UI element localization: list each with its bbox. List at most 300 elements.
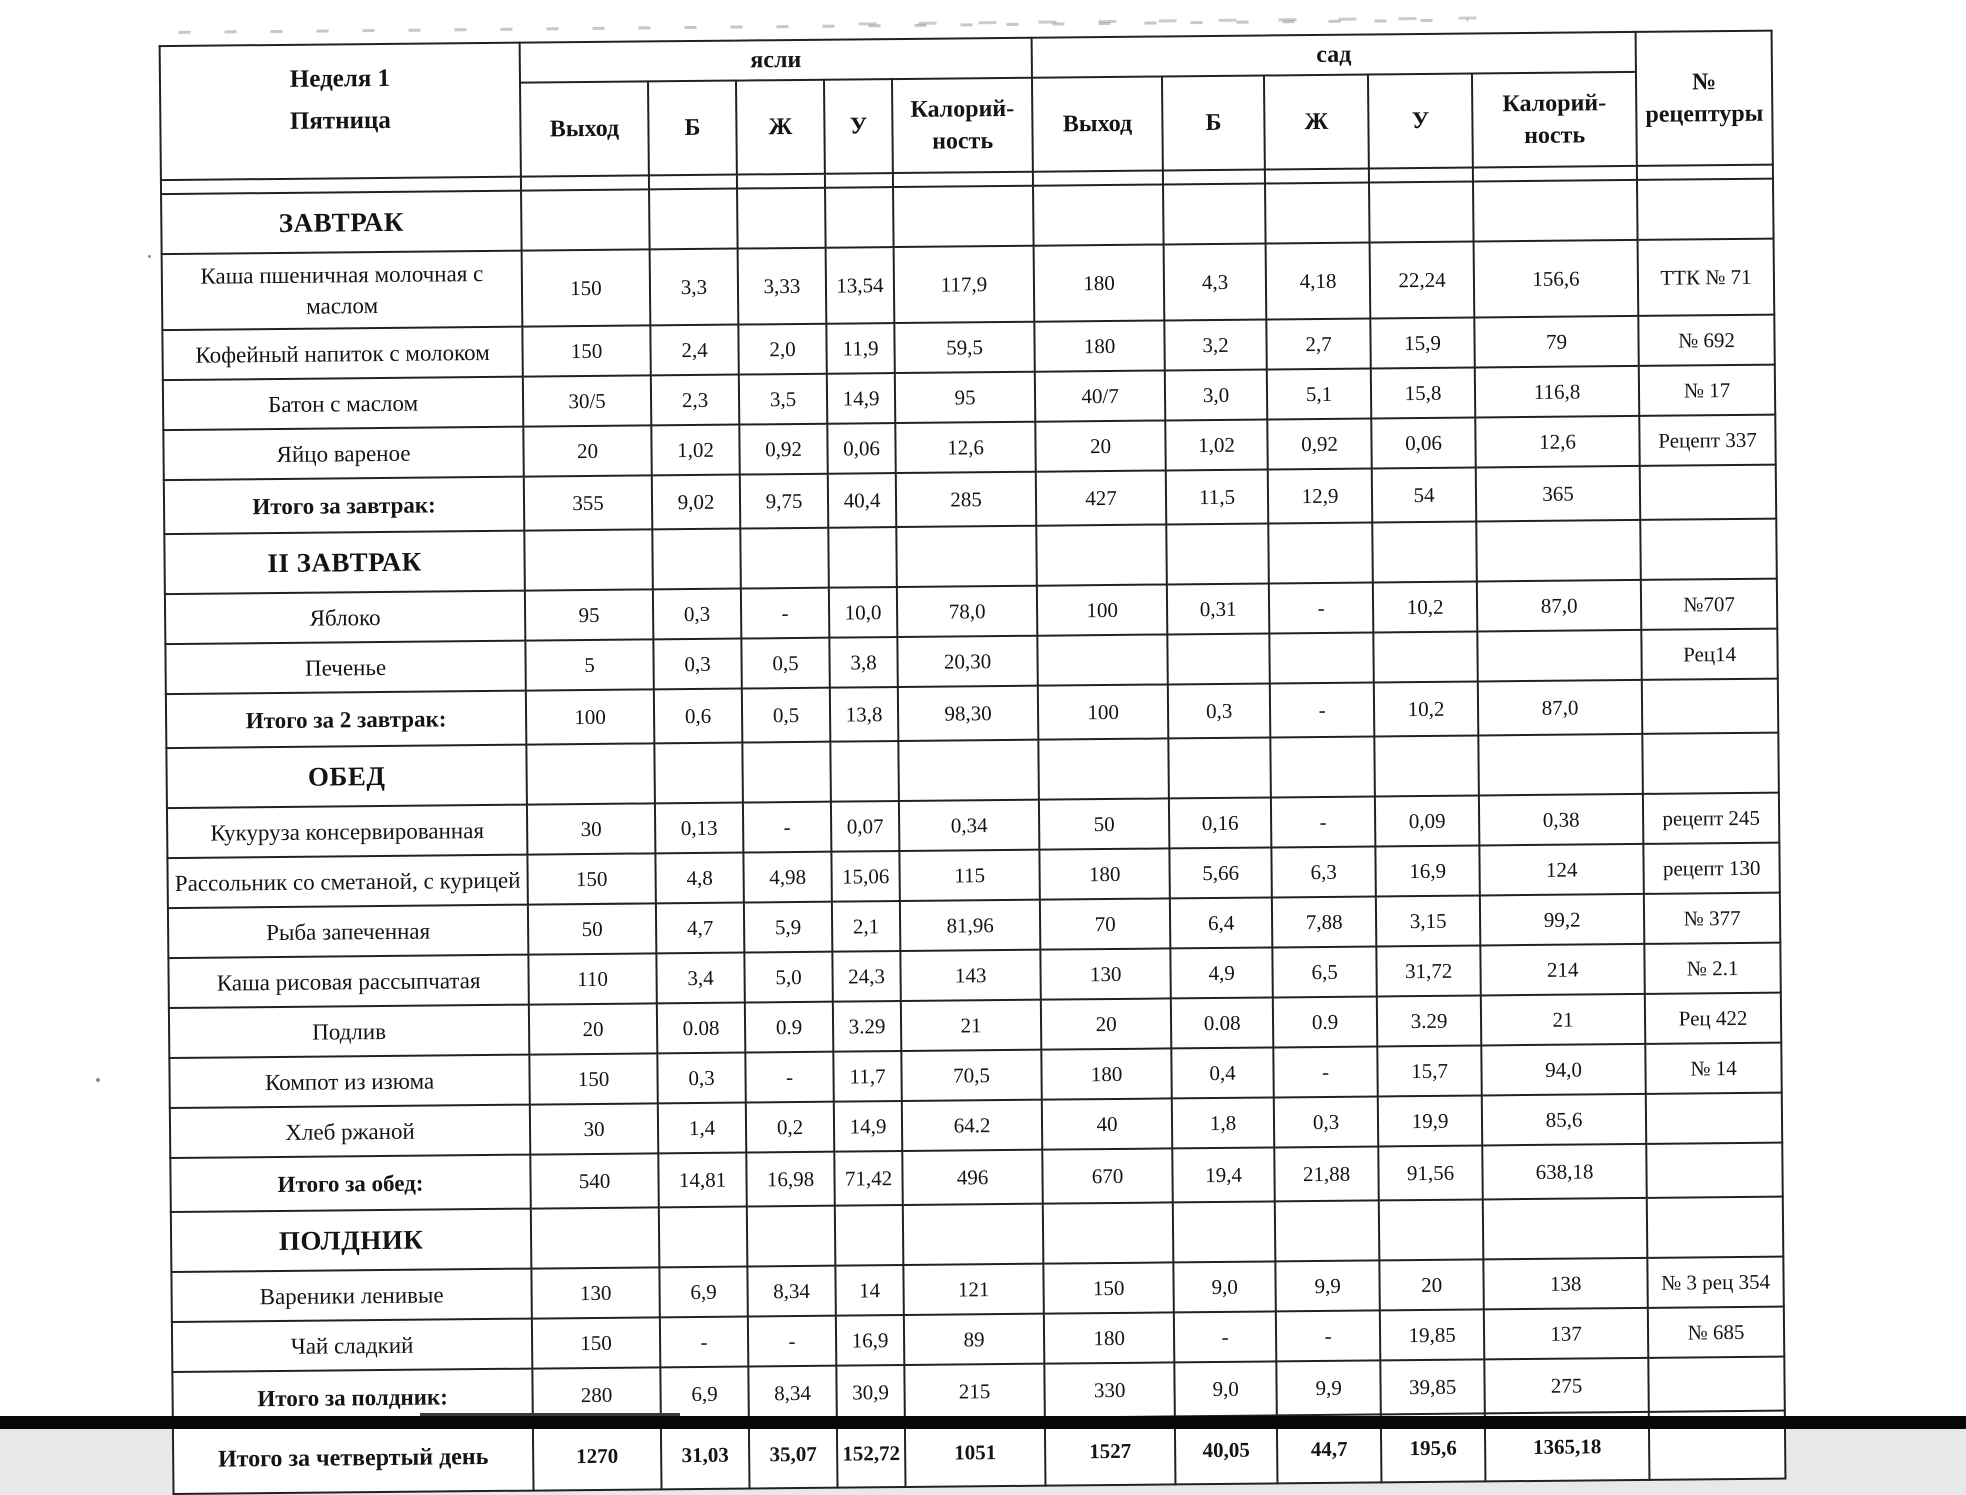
scan-tilt-wrapper xyxy=(159,30,1787,1495)
sad-value-cell: 124 xyxy=(1479,844,1643,896)
empty-cell xyxy=(742,742,831,803)
scan-speck xyxy=(148,255,151,258)
sad-value-cell: 12,6 xyxy=(1475,416,1639,468)
empty-cell xyxy=(747,1206,836,1267)
empty-cell xyxy=(1483,1198,1648,1260)
sad-value-cell: 5,1 xyxy=(1267,369,1371,420)
dish-name-cell: Вареники ленивые xyxy=(171,1269,531,1322)
sad-value-cell: 3,0 xyxy=(1165,370,1267,421)
yasli-value-cell: 8,34 xyxy=(747,1266,835,1317)
sad-value-cell: - xyxy=(1270,683,1375,738)
yasli-value-cell: 1,02 xyxy=(651,425,739,476)
empty-cell xyxy=(531,1207,660,1268)
sad-value-cell: 0,3 xyxy=(1274,1097,1378,1148)
yasli-value-cell: 0,5 xyxy=(742,688,831,743)
empty-cell xyxy=(1369,167,1473,182)
sad-value-cell xyxy=(1037,635,1167,686)
yasli-value-cell: - xyxy=(741,588,829,639)
yasli-value-cell: 11,7 xyxy=(833,1051,901,1102)
sad-value-cell: 21 xyxy=(1481,994,1645,1046)
sad-value-cell: 4,9 xyxy=(1170,948,1272,999)
sad-value-cell: 10,2 xyxy=(1374,682,1479,737)
sad-value-cell: 275 xyxy=(1484,1358,1649,1414)
yasli-value-cell: 150 xyxy=(532,1317,660,1368)
yasli-value-cell: 16,9 xyxy=(836,1315,904,1366)
empty-cell xyxy=(737,174,825,189)
yasli-value-cell: 15,06 xyxy=(831,851,899,902)
yasli-value-cell: 496 xyxy=(902,1150,1043,1205)
sad-value-cell: 180 xyxy=(1034,321,1164,372)
yasli-value-cell: 81,96 xyxy=(900,900,1041,951)
sad-value-cell: 100 xyxy=(1038,685,1169,740)
yasli-value-cell: 0,13 xyxy=(655,803,743,854)
yasli-value-cell: 150 xyxy=(522,325,650,376)
empty-cell xyxy=(1038,739,1169,800)
sad-value-cell: 9,0 xyxy=(1173,1262,1275,1313)
yasli-value-cell: 5,9 xyxy=(744,902,832,953)
empty-cell xyxy=(1637,165,1773,180)
recipe-cell: Рец14 xyxy=(1641,629,1777,680)
recipe-cell: № 377 xyxy=(1644,893,1780,944)
yasli-value-cell: 95 xyxy=(525,589,653,640)
sad-value-cell: 5,66 xyxy=(1169,848,1271,899)
yasli-value-cell: 11,9 xyxy=(826,323,894,374)
yasli-value-cell: 0,3 xyxy=(653,589,741,640)
sad-value-cell: - xyxy=(1273,1047,1377,1098)
empty-cell xyxy=(1647,1197,1784,1258)
sad-value-cell: 94,0 xyxy=(1481,1044,1645,1096)
sad-value-cell: 0,16 xyxy=(1169,798,1271,849)
sad-value-cell: 6,3 xyxy=(1271,847,1375,898)
col-header-kcal: Калорий- ность xyxy=(892,78,1033,173)
empty-cell xyxy=(825,187,894,248)
empty-cell xyxy=(1372,522,1477,583)
week-label: Неделя 1 xyxy=(289,64,391,93)
yasli-value-cell: 0,92 xyxy=(739,424,827,475)
col-header-u: У xyxy=(1368,73,1473,168)
sad-value-cell: 0,06 xyxy=(1371,418,1475,469)
sad-value-cell: 70 xyxy=(1040,899,1170,950)
section-label-cell: ПОЛДНИК xyxy=(171,1209,532,1272)
sad-value-cell xyxy=(1373,632,1477,683)
dish-name-cell: Компот из изюма xyxy=(169,1055,529,1108)
yasli-value-cell: 40,4 xyxy=(828,473,897,528)
yasli-value-cell: 0.08 xyxy=(657,1003,745,1054)
sad-value-cell: 50 xyxy=(1039,799,1169,850)
sad-value-cell: 9,9 xyxy=(1275,1261,1379,1312)
sad-value-cell: 9,0 xyxy=(1174,1362,1277,1417)
empty-cell xyxy=(659,1207,748,1268)
sad-value-cell: 1,02 xyxy=(1165,420,1267,471)
yasli-value-cell: 0,34 xyxy=(899,800,1040,851)
yasli-value-cell: 4,8 xyxy=(655,853,743,904)
yasli-value-cell: 152,72 xyxy=(837,1419,906,1488)
sad-value-cell: 330 xyxy=(1044,1363,1175,1418)
yasli-value-cell: 1051 xyxy=(905,1418,1046,1487)
yasli-value-cell: 70,5 xyxy=(901,1050,1042,1101)
day-label: Пятница xyxy=(289,106,391,135)
yasli-value-cell: 3.29 xyxy=(833,1001,901,1052)
recipe-cell: № 17 xyxy=(1639,365,1775,416)
sad-value-cell: 130 xyxy=(1040,949,1170,1000)
col-header-b: Б xyxy=(648,81,737,176)
section-label-cell: ЗАВТРАК xyxy=(161,191,522,254)
empty-cell xyxy=(1379,1200,1484,1261)
section-label-cell: ОБЕД xyxy=(166,745,527,808)
yasli-value-cell: 3,8 xyxy=(829,637,897,688)
sad-value-cell: 180 xyxy=(1034,244,1165,321)
col-header-zh: Ж xyxy=(736,80,825,175)
dish-name-cell: Кукуруза консервированная xyxy=(167,805,527,858)
sad-value-cell: 0,4 xyxy=(1171,1048,1273,1099)
sad-value-cell: 6,5 xyxy=(1272,947,1376,998)
yasli-value-cell: 4,98 xyxy=(743,852,831,903)
sad-value-cell xyxy=(1269,633,1373,684)
recipe-cell: Рецепт 337 xyxy=(1639,415,1775,466)
yasli-value-cell: 20 xyxy=(523,425,651,476)
yasli-value-cell: 0.9 xyxy=(745,1002,833,1053)
yasli-value-cell: 9,75 xyxy=(740,474,829,529)
sad-value-cell: 0,38 xyxy=(1479,794,1643,846)
yasli-value-cell: - xyxy=(745,1052,833,1103)
sad-value-cell: 195,6 xyxy=(1381,1414,1486,1483)
empty-cell xyxy=(1265,168,1369,183)
sad-value-cell: 15,7 xyxy=(1377,1046,1481,1097)
empty-cell xyxy=(825,173,893,188)
sad-value-cell: 20 xyxy=(1379,1260,1483,1311)
dish-name-cell: Яблоко xyxy=(165,591,525,644)
empty-cell xyxy=(1173,1202,1276,1263)
recipe-header-cell: № рецептуры xyxy=(1636,31,1773,166)
week-day-cell xyxy=(160,43,521,180)
recipe-cell: № 2.1 xyxy=(1644,943,1780,994)
sad-value-cell: 1365,18 xyxy=(1485,1412,1650,1482)
empty-cell xyxy=(896,526,1037,587)
yasli-value-cell: 12,6 xyxy=(895,422,1036,473)
yasli-value-cell: 540 xyxy=(530,1153,659,1208)
sad-value-cell: 87,0 xyxy=(1478,680,1643,736)
empty-cell xyxy=(903,1204,1044,1265)
recipe-cell: № 3 рец 354 xyxy=(1647,1257,1783,1308)
yasli-value-cell: 100 xyxy=(526,689,655,744)
empty-cell xyxy=(652,529,741,590)
empty-cell xyxy=(830,741,899,802)
sad-value-cell: 99,2 xyxy=(1480,894,1644,946)
dish-name-cell: Каша рисовая рассыпчатая xyxy=(168,955,528,1008)
sad-value-cell: 19,85 xyxy=(1380,1310,1484,1361)
sad-value-cell: 1,8 xyxy=(1172,1098,1274,1149)
yasli-value-cell: 16,98 xyxy=(746,1152,835,1207)
dish-name-cell: Кофейный напиток с молоком xyxy=(162,327,522,380)
yasli-value-cell: 150 xyxy=(527,853,655,904)
sad-value-cell: 44,7 xyxy=(1277,1415,1382,1484)
yasli-value-cell: 21 xyxy=(901,1000,1042,1051)
dish-name-cell: Итого за 2 завтрак: xyxy=(166,691,527,748)
yasli-value-cell: 2,1 xyxy=(832,901,900,952)
empty-cell xyxy=(898,740,1039,801)
sad-value-cell: 2,7 xyxy=(1266,319,1370,370)
group-sad-cell: сад xyxy=(1032,32,1636,78)
yasli-value-cell: 280 xyxy=(532,1367,661,1422)
yasli-value-cell: 4,7 xyxy=(656,903,744,954)
empty-cell xyxy=(1374,736,1479,797)
empty-cell xyxy=(1640,519,1777,580)
yasli-value-cell: 14 xyxy=(835,1265,903,1316)
sad-value-cell: 87,0 xyxy=(1477,580,1641,632)
yasli-value-cell: 20,30 xyxy=(897,636,1038,687)
empty-cell xyxy=(893,172,1033,187)
yasli-value-cell: 98,30 xyxy=(898,686,1039,741)
recipe-cell: № 692 xyxy=(1638,315,1774,366)
sad-value-cell: 180 xyxy=(1041,1049,1171,1100)
sad-value-cell: 40/7 xyxy=(1035,371,1165,422)
menu-table xyxy=(159,30,1787,1495)
empty-cell xyxy=(1369,181,1474,242)
sad-value-cell: 0,31 xyxy=(1167,584,1269,635)
sad-value-cell: 0.08 xyxy=(1171,998,1273,1049)
recipe-cell xyxy=(1648,1357,1785,1412)
sad-value-cell: 3,2 xyxy=(1164,320,1266,371)
empty-cell xyxy=(1033,184,1164,245)
dish-name-cell: Итого за четвертый день xyxy=(173,1423,534,1494)
yasli-value-cell: 50 xyxy=(528,903,656,954)
yasli-value-cell: 115 xyxy=(899,850,1040,901)
yasli-value-cell: 0,3 xyxy=(653,639,741,690)
yasli-value-cell: 9,02 xyxy=(652,475,741,530)
empty-cell xyxy=(649,175,737,190)
empty-cell xyxy=(1036,525,1167,586)
sad-value-cell: 3,15 xyxy=(1376,896,1480,947)
yasli-value-cell: 14,81 xyxy=(658,1153,747,1208)
yasli-value-cell: 30 xyxy=(530,1103,658,1154)
empty-cell xyxy=(835,1205,904,1266)
empty-cell xyxy=(1478,734,1643,796)
sad-value-cell: 427 xyxy=(1036,471,1167,526)
recipe-cell: рецепт 245 xyxy=(1643,793,1779,844)
sad-value-cell: 15,9 xyxy=(1370,318,1474,369)
group-yasli-cell: ясли xyxy=(520,38,1032,83)
recipe-cell xyxy=(1646,1093,1782,1144)
sad-value-cell: 150 xyxy=(1043,1263,1173,1314)
yasli-value-cell: 31,03 xyxy=(661,1421,750,1490)
yasli-value-cell: 13,8 xyxy=(830,687,899,742)
yasli-value-cell: 10,0 xyxy=(829,587,897,638)
scan-speck xyxy=(96,1078,100,1082)
empty-cell xyxy=(1476,520,1641,582)
sad-value-cell: 180 xyxy=(1044,1313,1174,1364)
scan-edge-bar xyxy=(0,1416,1966,1429)
yasli-value-cell: 5 xyxy=(525,639,653,690)
yasli-value-cell: 110 xyxy=(528,953,656,1004)
empty-cell xyxy=(526,743,655,804)
sad-value-cell: 4,18 xyxy=(1266,242,1371,319)
yasli-value-cell: 2,0 xyxy=(738,324,826,375)
yasli-value-cell: 6,9 xyxy=(660,1367,749,1422)
sad-value-cell: 20 xyxy=(1035,421,1165,472)
yasli-value-cell: 24,3 xyxy=(832,951,900,1002)
sad-value-cell: 10,2 xyxy=(1373,582,1477,633)
sad-value-cell: 20 xyxy=(1041,999,1171,1050)
sad-value-cell: 138 xyxy=(1483,1258,1647,1310)
sad-value-cell: - xyxy=(1271,797,1375,848)
dish-name-cell: Хлеб ржаной xyxy=(170,1105,530,1158)
yasli-value-cell: - xyxy=(660,1317,748,1368)
sad-value-cell xyxy=(1477,630,1641,682)
sad-value-cell: 1527 xyxy=(1045,1417,1176,1486)
yasli-value-cell: 3,3 xyxy=(650,249,739,326)
yasli-value-cell: 285 xyxy=(896,472,1037,527)
empty-cell xyxy=(1473,180,1638,242)
sad-value-cell: 116,8 xyxy=(1475,366,1639,418)
yasli-value-cell: 95 xyxy=(895,372,1036,423)
sad-value-cell: 21,88 xyxy=(1274,1147,1379,1202)
col-header-vyhod: Выход xyxy=(520,81,649,176)
yasli-value-cell: 0,2 xyxy=(746,1102,834,1153)
empty-cell xyxy=(1163,169,1265,184)
recipe-cell xyxy=(1640,465,1777,520)
dish-name-cell: Чай сладкий xyxy=(172,1319,532,1372)
yasli-value-cell: 2,4 xyxy=(650,325,738,376)
sad-value-cell: 7,88 xyxy=(1272,897,1376,948)
yasli-value-cell: 0,3 xyxy=(657,1053,745,1104)
yasli-value-cell: 30 xyxy=(527,803,655,854)
sad-value-cell: 9,9 xyxy=(1276,1361,1381,1416)
yasli-value-cell: 8,34 xyxy=(748,1366,837,1421)
dish-name-cell: Печенье xyxy=(165,641,525,694)
recipe-cell xyxy=(1646,1143,1783,1198)
sad-value-cell: 365 xyxy=(1476,466,1641,522)
empty-cell xyxy=(1637,179,1774,240)
recipe-cell: №707 xyxy=(1641,579,1777,630)
sad-value-cell: - xyxy=(1269,583,1373,634)
dish-name-cell: Итого за обед: xyxy=(170,1155,531,1212)
yasli-value-cell: 150 xyxy=(529,1053,657,1104)
sad-value-cell: 670 xyxy=(1042,1149,1173,1204)
recipe-cell: № 685 xyxy=(1648,1307,1784,1358)
sad-value-cell: 79 xyxy=(1474,316,1638,368)
sad-value-cell: 0.9 xyxy=(1273,997,1377,1048)
section-label-cell: II ЗАВТРАК xyxy=(164,531,525,594)
sad-value-cell: 91,56 xyxy=(1378,1146,1483,1201)
yasli-value-cell: - xyxy=(743,802,831,853)
yasli-value-cell: 0,06 xyxy=(827,423,895,474)
sad-value-cell: 0,09 xyxy=(1375,796,1479,847)
yasli-value-cell: 355 xyxy=(524,475,653,530)
sad-value-cell: 6,4 xyxy=(1170,898,1272,949)
yasli-value-cell: 3,33 xyxy=(738,248,827,325)
yasli-value-cell: 13,54 xyxy=(826,247,895,324)
empty-cell xyxy=(521,189,650,250)
sad-value-cell: 12,9 xyxy=(1268,469,1373,524)
yasli-value-cell: 215 xyxy=(904,1364,1045,1419)
yasli-value-cell: 3,4 xyxy=(656,953,744,1004)
yasli-value-cell: 14,9 xyxy=(834,1101,902,1152)
empty-cell xyxy=(1265,182,1370,243)
dish-name-cell: Батон с маслом xyxy=(163,377,523,430)
empty-cell xyxy=(1275,1201,1380,1262)
sad-value-cell: 15,8 xyxy=(1371,368,1475,419)
col-header-b: Б xyxy=(1162,75,1265,170)
empty-cell xyxy=(1270,737,1375,798)
recipe-cell xyxy=(1642,679,1779,734)
yasli-value-cell: 1270 xyxy=(533,1421,662,1490)
empty-cell xyxy=(654,743,743,804)
sad-value-cell: 0,92 xyxy=(1267,419,1371,470)
yasli-value-cell: 5,0 xyxy=(744,952,832,1003)
yasli-value-cell: 59,5 xyxy=(894,322,1035,373)
dish-name-cell: Итого за полдник: xyxy=(172,1369,533,1426)
yasli-value-cell: 130 xyxy=(531,1267,659,1318)
col-header-kcal: Калорий- ность xyxy=(1472,72,1637,168)
yasli-value-cell: 0,07 xyxy=(831,801,899,852)
sad-value-cell: 137 xyxy=(1484,1308,1648,1360)
dish-name-cell: Каша пшеничная молочная с маслом xyxy=(162,251,523,331)
yasli-value-cell: 14,9 xyxy=(827,373,895,424)
yasli-value-cell: 30/5 xyxy=(523,375,651,426)
col-header-zh: Ж xyxy=(1264,74,1369,169)
sad-value-cell: 40 xyxy=(1042,1099,1172,1150)
empty-cell xyxy=(1163,183,1266,244)
empty-cell xyxy=(649,189,738,250)
dish-name-cell: Рассольник со сметаной, с курицей xyxy=(167,855,527,908)
empty-cell xyxy=(740,528,829,589)
sad-value-cell: 19,4 xyxy=(1172,1148,1275,1203)
sad-value-cell: 40,05 xyxy=(1175,1416,1278,1485)
sad-value-cell: 11,5 xyxy=(1166,470,1269,525)
sad-value-cell xyxy=(1167,634,1269,685)
recipe-cell: Рец 422 xyxy=(1645,993,1781,1044)
sad-value-cell: 85,6 xyxy=(1482,1094,1646,1146)
empty-cell xyxy=(737,188,826,249)
yasli-value-cell: 6,9 xyxy=(659,1267,747,1318)
sad-value-cell: 100 xyxy=(1037,585,1167,636)
yasli-value-cell: 71,42 xyxy=(834,1151,903,1206)
recipe-cell: рецепт 130 xyxy=(1643,843,1779,894)
empty-cell xyxy=(828,527,897,588)
empty-cell xyxy=(1043,1203,1174,1264)
empty-cell xyxy=(524,529,653,590)
yasli-value-cell: 0,6 xyxy=(654,689,743,744)
empty-cell xyxy=(1268,523,1373,584)
yasli-value-cell: 2,3 xyxy=(651,375,739,426)
yasli-value-cell: - xyxy=(748,1316,836,1367)
empty-cell xyxy=(1033,170,1163,185)
yasli-value-cell: 0,5 xyxy=(741,638,829,689)
sad-value-cell: 214 xyxy=(1480,944,1644,996)
empty-cell xyxy=(1168,738,1271,799)
yasli-value-cell: 150 xyxy=(522,249,651,326)
dish-name-cell: Итого за завтрак: xyxy=(164,477,525,534)
sad-value-cell: - xyxy=(1276,1311,1380,1362)
sad-value-cell: 19,9 xyxy=(1378,1096,1482,1147)
dish-name-cell: Яйцо вареное xyxy=(163,427,523,480)
col-header-u: У xyxy=(824,79,893,174)
yasli-value-cell: 30,9 xyxy=(836,1365,905,1420)
sad-value-cell: 180 xyxy=(1039,849,1169,900)
sad-value-cell: 156,6 xyxy=(1474,240,1639,318)
yasli-value-cell: 78,0 xyxy=(897,586,1038,637)
sad-value-cell: 22,24 xyxy=(1370,241,1475,318)
yasli-value-cell: 20 xyxy=(529,1003,657,1054)
sad-value-cell: 39,85 xyxy=(1380,1360,1485,1415)
yasli-value-cell: 121 xyxy=(903,1264,1044,1315)
sad-value-cell: 3.29 xyxy=(1377,996,1481,1047)
yasli-value-cell: 117,9 xyxy=(894,246,1035,323)
yasli-value-cell: 143 xyxy=(900,950,1041,1001)
yasli-value-cell: 3,5 xyxy=(739,374,827,425)
dish-name-cell: Подлив xyxy=(169,1005,529,1058)
dish-name-cell: Рыба запеченная xyxy=(168,905,528,958)
